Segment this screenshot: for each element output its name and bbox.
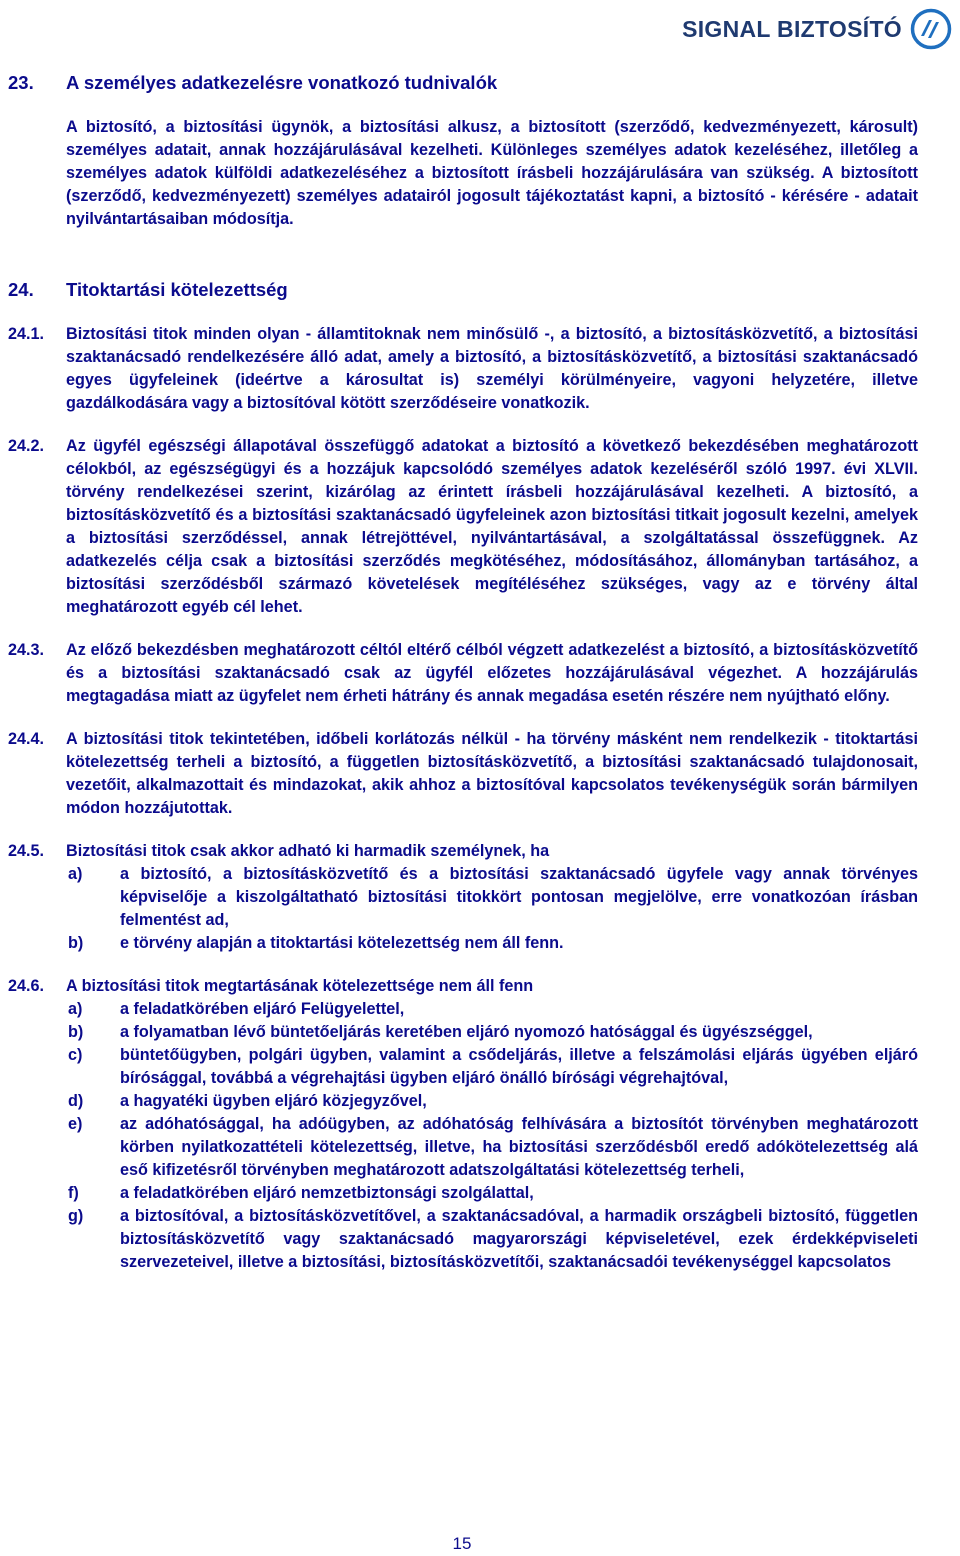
section-title: Titoktartási kötelezettség (66, 279, 288, 300)
list-item-label: a) (68, 1000, 83, 1018)
list-item-label: b) (68, 1023, 84, 1041)
paragraph-24-2 (8, 435, 918, 619)
paragraph-intro: Biztosítási titok csak akkor adható ki harmadik személynek, ha (66, 842, 550, 860)
section-23-text: A biztosító, a biztosítási ügynök, a biztosítási alkusz, a biztosított (szerződő, kedvezményezett, károsult) személyes adatait, annak hozzájárulásával kezelheti. Különleges személyes adatok kezeléséhez, illetőleg a személyes adatok külföldi adatkezeléséhez a biztosított írásbeli hozzájárulására van szükség. A biztosított (szerződő, kedvezményezett) személyes adatairól jogosult tájékoztatást kapni, a biztosító - kérésére - adatait nyilvántartásaiban módosítja. (66, 118, 918, 228)
paragraph-body (66, 840, 918, 955)
paragraph-number: 24.5. (8, 842, 45, 860)
list-item (66, 1044, 918, 1090)
condition-list (66, 863, 918, 955)
section-24-heading (8, 277, 918, 303)
list-item-text: büntetőügyben, polgári ügyben, valamint a csődeljárás, illetve a felszámolási eljárás ügyében eljáró bírósággal, továbbá a végrehajtási ügyben eljáró önálló bírósági végrehajtóval, (120, 1046, 918, 1087)
list-item (66, 998, 918, 1021)
list-item-label: d) (68, 1092, 84, 1110)
section-title: A személyes adatkezelésre vonatkozó tudnivalók (66, 72, 498, 93)
paragraph-24-6 (8, 975, 918, 1274)
list-item-text: az adóhatósággal, ha adóügyben, az adóhatóság felhívására a biztosítót törvényben meghatározott körben nyilatkozattételi kötelezettség, illetve, ha biztosítási szerződésből eredő adókötelezettség alá eső kifizetésről törvényben meghatározott adatszolgáltatási kötelezettség terheli, (120, 1115, 918, 1179)
paragraph-text: Biztosítási titok minden olyan - államtitoknak nem minősülő -, a biztosító, a biztosításközvetítő, a biztosítási szaktanácsadó rendelkezésére álló adat, amely a biztosító, a biztosításközvetítő, a biztosítási szaktanácsadó egyes ügyfeleinek (ideértve a károsultat is) személyi körülményeire, vagyoni helyzetére, illetve gazdálkodására vagy a biztosítóval kötött szerződéseire vonatkozik. (66, 325, 918, 412)
list-item-text: a feladatkörében eljáró Felügyelettel, (120, 1000, 405, 1018)
paragraph-24-5 (8, 840, 918, 955)
brand-name: SIGNAL BIZTOSÍTÓ (682, 15, 902, 42)
list-item (66, 1205, 918, 1274)
list-item (66, 1182, 918, 1205)
list-item-text: a biztosítóval, a biztosításközvetítővel, a szaktanácsadóval, a harmadik országbeli biztosító, független biztosításközvetítő vagy szaktanácsadó magyarországi képviseletével, ezek érdekképviseleti szervezeteivel, illetve a biztosítási, biztosításközvetítői, szaktanácsadói tevékenységgel kapcsolatos (120, 1207, 918, 1271)
paragraph-number: 24.1. (8, 325, 45, 343)
signal-logo-icon (910, 8, 952, 50)
list-item-label: f) (68, 1184, 79, 1202)
paragraph-text: Az előző bekezdésben meghatározott céltól eltérő célból végzett adatkezelést a biztosító, a biztosításközvetítő és a biztosítási szaktanácsadó csak az ügyfél előzetes hozzájárulásával végezhet. A hozzájárulás megtagadása miatt az ügyfelet nem érheti hátrány és annak megadása esetén részére nem nyújtható előny. (66, 641, 918, 705)
paragraph-number: 24.6. (8, 977, 45, 995)
list-item-label: e) (68, 1115, 83, 1133)
list-item (66, 1090, 918, 1113)
paragraph-body (66, 975, 918, 1274)
list-item-label: g) (68, 1207, 84, 1225)
list-item-text: e törvény alapján a titoktartási kötelezettség nem áll fenn. (120, 934, 564, 952)
list-item-text: a hagyatéki ügyben eljáró közjegyzővel, (120, 1092, 427, 1110)
list-item (66, 1113, 918, 1182)
section-number: 23. (8, 72, 34, 93)
document-page (8, 70, 918, 1274)
paragraph-24-3 (8, 639, 918, 708)
list-item (66, 863, 918, 932)
exception-list (66, 998, 918, 1274)
paragraph-24-4 (8, 728, 918, 820)
list-item (66, 932, 918, 955)
paragraph-text: A biztosítási titok tekintetében, időbeli korlátozás nélkül - ha törvény másként nem rendelkezik - titoktartási kötelezettség terheli a biztosító, a független biztosításközvetítő, a biztosítási szaktanácsadó tulajdonosait, vezetőit, alkalmazottait és mindazokat, akik ahhoz a biztosítóval kapcsolatos tevékenységük során bármilyen módon hozzájutottak. (66, 730, 918, 817)
brand-logo (682, 8, 952, 50)
paragraph-intro: A biztosítási titok megtartásának kötelezettsége nem áll fenn (66, 977, 534, 995)
paragraph-text: Az ügyfél egészségi állapotával összefüggő adatokat a biztosító a következő bekezdésében meghatározott célokból, az egészségügyi és a hozzájuk kapcsolódó személyes adatok kezeléséről szóló 1997. évi XLVII. törvény rendelkezései szerint, kizárólag az érintett írásbeli hozzájárulásával kezelheti. A biztosító, a biztosításközvetítő és a biztosítási szaktanácsadó ügyfeleinek azon biztosítási titkait jogosult kezelni, amelyek a biztosítási szerződéssel, annak létrejöttével, nyilvántartásával, a szolgáltatással összefüggnek. Az adatkezelés célja csak a biztosítási szerződés megkötéséhez, módosításához, állományban tartásához, a biztosítási szerződésből származó követelések megítéléséhez szükséges, vagy az e törvény által meghatározott egyéb cél lehet. (66, 437, 918, 616)
list-item-label: b) (68, 934, 84, 952)
paragraph-24-1 (8, 323, 918, 415)
section-number: 24. (8, 279, 34, 300)
list-item-text: a feladatkörében eljáró nemzetbiztonsági szolgálattal, (120, 1184, 534, 1202)
list-item-label: c) (68, 1046, 83, 1064)
list-item-text: a folyamatban lévő büntetőeljárás keretében eljáró nyomozó hatósággal és ügyészséggel, (120, 1023, 813, 1041)
list-item-text: a biztosító, a biztosításközvetítő és a biztosítási szaktanácsadó ügyfele vagy annak törvényes képviselője a kiszolgáltatható biztosítási titokkört pontosan megjelölve, erre vonatkozóan írásban felmentést ad, (120, 865, 918, 929)
section-23-heading (8, 70, 918, 96)
list-item (66, 1021, 918, 1044)
list-item-label: a) (68, 865, 83, 883)
paragraph-number: 24.3. (8, 641, 45, 659)
page-number: 15 (452, 1534, 472, 1553)
paragraph-number: 24.2. (8, 437, 45, 455)
paragraph-number: 24.4. (8, 730, 45, 748)
